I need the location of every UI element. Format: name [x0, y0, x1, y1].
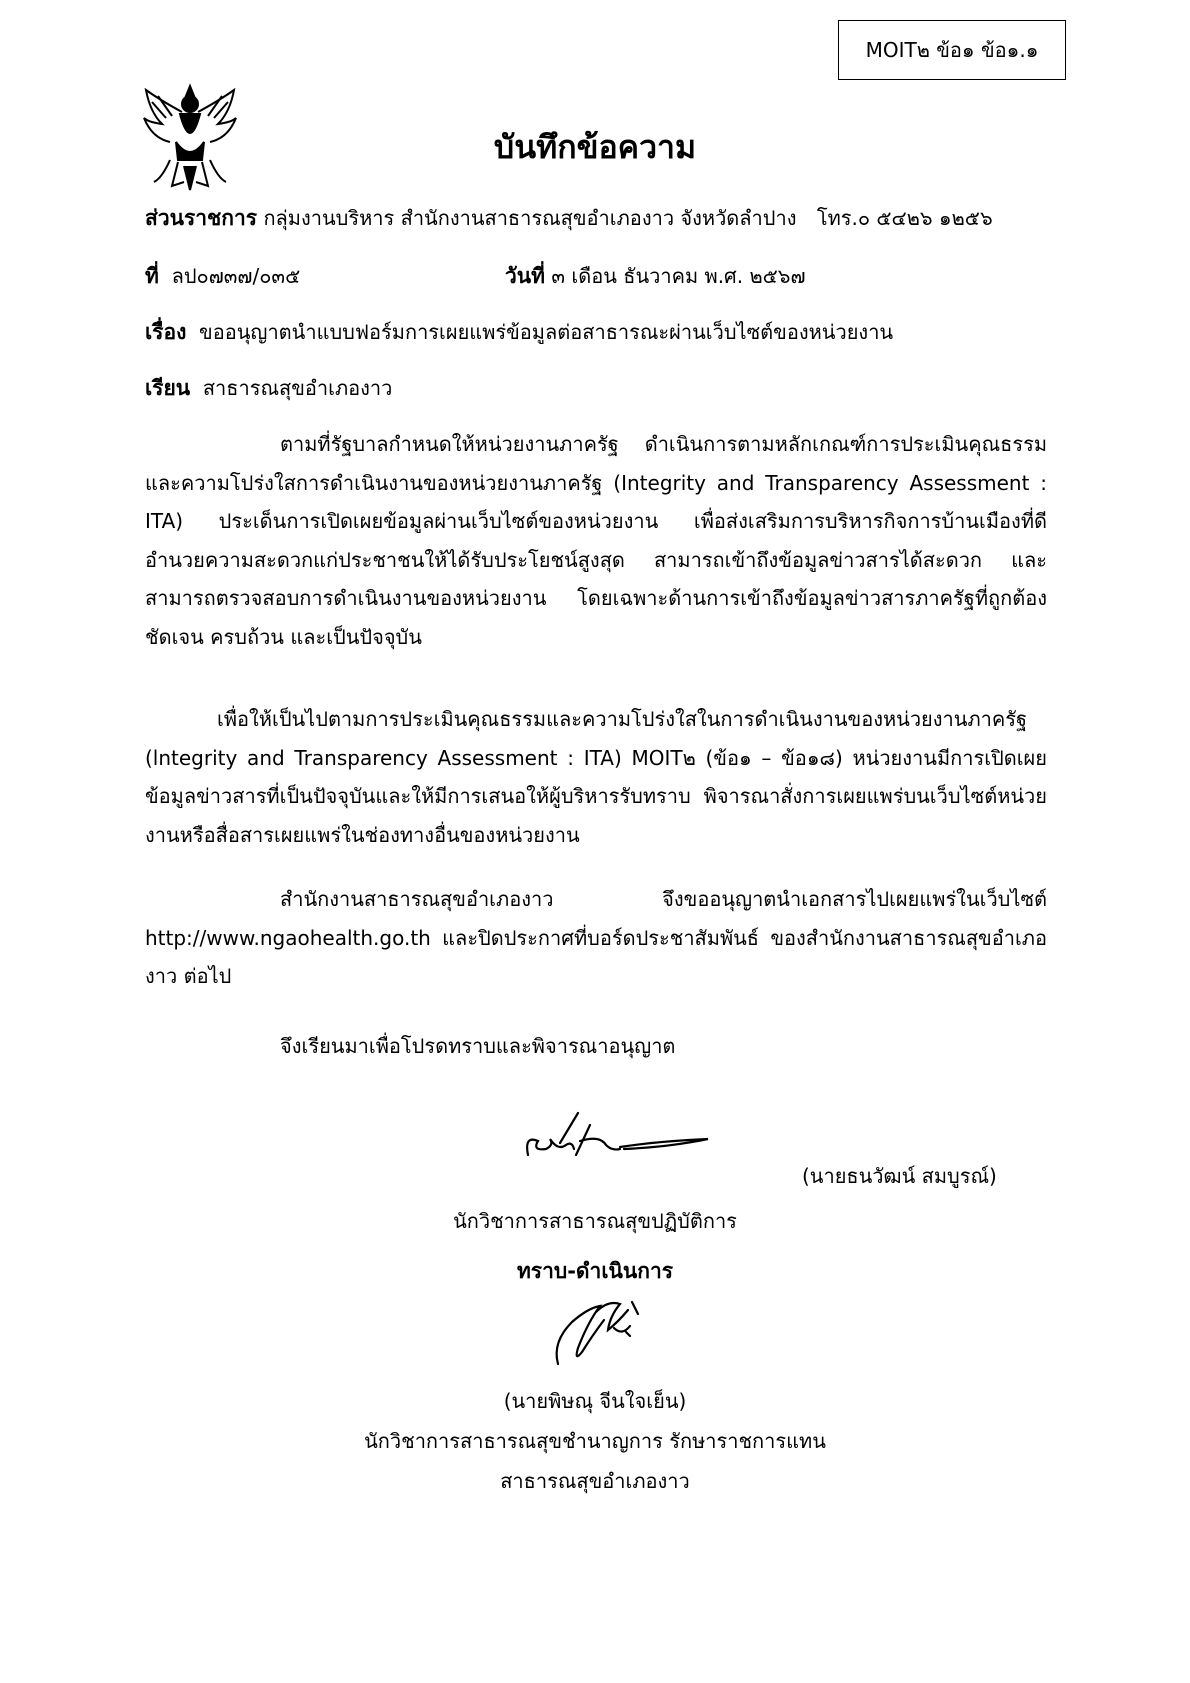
to-line [145, 372, 392, 405]
signer1-position: นักวิชาการสาธารณสุขปฏิบัติการ [453, 1209, 737, 1233]
memo-title: บันทึกข้อความ [493, 128, 697, 166]
doc-number-label: ที่ [145, 264, 159, 288]
to-label: เรียน [145, 376, 191, 400]
agency-label: ส่วนราชการ [145, 206, 258, 230]
date-value: ๓ เดือน ธันวาคม พ.ศ. ๒๕๖๗ [551, 264, 806, 288]
agency-value: กลุ่มงานบริหาร สำนักงานสาธารณสุขอำเภองาว จังหวัดลำปาง [263, 206, 797, 230]
signer2-position: นักวิชาการสาธารณสุขชำนาญการ รักษาราชการแทน [364, 1429, 826, 1453]
subject-line [145, 316, 893, 349]
signature-2 [548, 1292, 658, 1372]
signature-1 [520, 1105, 720, 1165]
signer1-name: (นายธนวัฒน์ สมบูรณ์) [802, 1164, 997, 1188]
agency-phone: โทร.๐ ๕๔๒๖ ๑๒๕๖ [816, 206, 993, 230]
agency-line [145, 202, 993, 235]
subject-value: ขออนุญาตนำแบบฟอร์มการเผยแพร่ข้อมูลต่อสาธารณะผ่านเว็บไซต์ของหน่วยงาน [199, 320, 894, 344]
body-paragraph-2: เพื่อให้เป็นไปตามการประเมินคุณธรรมและความโปร่งใสในการดำเนินงานของหน่วยงานภาครัฐ (lntegrity and Transparency Assessment : ITA) MOIT๒ (ข้อ๑ – ข้อ๑๘) หน่วยงานมีการเปิดเผยข้อมูลข่าวสารที่เป็นปัจจุบันและให้มีการเสนอให้ผู้บริหารรับทราบ พิจารณาสั่งการเผยแพร่บนเว็บไซต์หน่วยงานหรือสื่อสารเผยแพร่ในช่องทางอื่นของหน่วยงาน [145, 707, 1047, 847]
closing-line: จึงเรียนมาเพื่อโปรดทราบและพิจารณาอนุญาต [280, 1034, 676, 1058]
date-line [505, 260, 806, 293]
body-paragraph-1: ตามที่รัฐบาลกำหนดให้หน่วยงานภาครัฐ ดำเนินการตามหลักเกณฑ์การประเมินคุณธรรม และความโปร่งใสการดำเนินงานของหน่วยงานภาครัฐ (Integrity and Transparency Assessment : ITA) ประเด็นการเปิดเผยข้อมูลผ่านเว็บไซต์ของหน่วยงาน เพื่อส่งเสริมการบริหารกิจการบ้านเมืองที่ดี อำนวยความสะดวกแก่ประชาชนให้ได้รับประโยชน์สูงสุด สามารถเข้าถึงข้อมูลข่าวสารได้สะดวก และสามารถตรวจสอบการดำเนินงานของหน่วยงาน โดยเฉพาะด้านการเข้าถึงข้อมูลข่าวสารภาครัฐที่ถูกต้อง ชัดเจน ครบถ้วน และเป็นปัจจุบัน [145, 432, 1047, 649]
body-paragraph-3: สำนักงานสาธารณสุขอำเภองาว จึงขออนุญาตนำเอกสารไปเผยแพร่ในเว็บไซต์ http://www.ngaohealth.go.th และปิดประกาศที่บอร์ดประชาสัมพันธ์ ของสำนักงานสาธารณสุขอำเภองาว ต่อไป [145, 887, 1047, 988]
doc-number-line [145, 260, 300, 293]
reference-box: MOIT๒ ข้อ๑ ข้อ๑.๑ [838, 20, 1066, 80]
to-value: สาธารณสุขอำเภองาว [202, 376, 393, 400]
signer2-name: (นายพิษณุ จีนใจเย็น) [503, 1389, 687, 1413]
signer2-position-2: สาธารณสุขอำเภองาว [500, 1469, 690, 1493]
approval-label: ทราบ-ดำเนินการ [516, 1259, 674, 1283]
date-label: วันที่ [505, 264, 545, 288]
subject-label: เรื่อง [145, 320, 187, 344]
doc-number-value: ลป๐๗๓๗/๐๓๕ [171, 264, 301, 288]
